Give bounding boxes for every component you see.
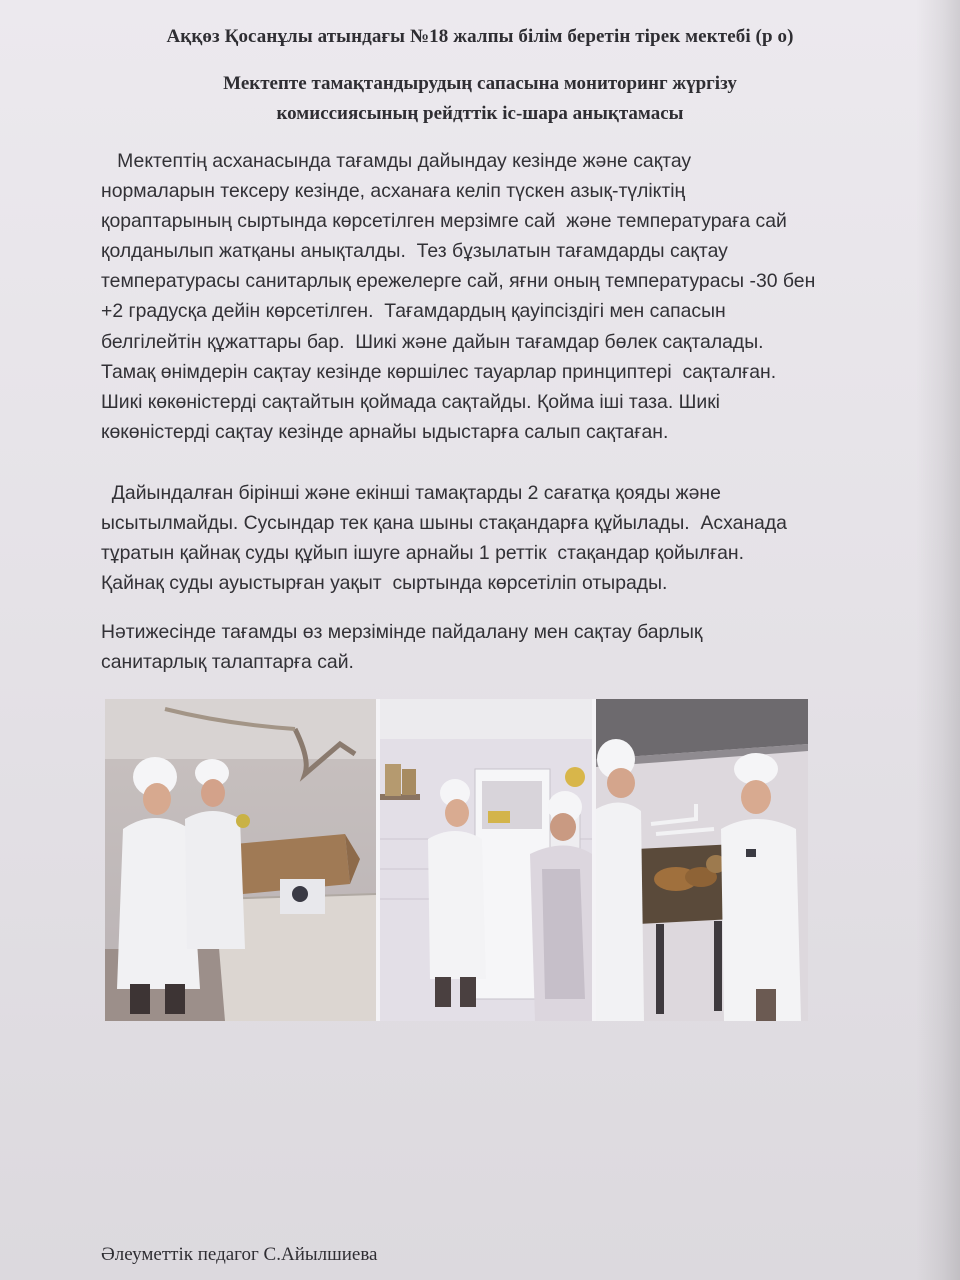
page-edge-shadow [916, 0, 960, 1280]
text-line: белгілейтін құжаттары бар. Шикі және дайын тағамдар бөлек сақталады. [101, 330, 764, 353]
text-line: Шикі көкөністерді сақтайтын қоймада сақтайды. Қойма іші таза. Шикі [101, 390, 720, 413]
text-line: тұратын қайнақ суды құйып ішуге арнайы 1 реттік стақандар қойылған. [101, 542, 745, 565]
text-line: қораптарының сыртында көрсетілген мерзімге сай және температураға сай [101, 210, 787, 233]
school-title: Аққөз Қосанұлы атындағы №18 жалпы білім беретін тірек мектебі (р о) [166, 26, 794, 47]
photo-storage-inspection [596, 699, 808, 1021]
paragraph-meals [101, 478, 921, 598]
text-line: қолданылып жатқаны анықталды. Тез бұзылатын тағамдарды сақтау [101, 240, 728, 263]
text-line: нормаларын тексеру кезінде, асханаға келіп түскен азық-түліктің [101, 180, 686, 203]
text-line: Мектептің асханасында тағамды дайындау кезінде және сақтау [101, 150, 692, 172]
photo-refrigerator-inspection [380, 699, 592, 1021]
text-line: Қайнақ суды ауыстырған уақыт сыртында көрсетіліп отырады. [101, 572, 668, 595]
text-line: +2 градусқа дейін көрсетілген. Тағамдардың қауіпсіздігі мен сапасын [101, 300, 726, 323]
photo-kitchen-box-inspection [105, 699, 376, 1021]
paragraph-inspection [101, 146, 921, 447]
text-line: ысытылмайды. Сусындар тек қана шыны стақандарға құйылады. Асханада [101, 512, 787, 535]
text-line: Нәтижесінде тағамды өз мерзімінде пайдалану мен сақтау барлық [101, 621, 703, 643]
report-title-line1: Мектепте тамақтандырудың сапасына мониторинг жүргізу [223, 73, 737, 94]
report-title-line2: комиссиясының рейдттік іс-шара анықтамасы [276, 103, 684, 124]
paragraph-conclusion [101, 617, 921, 677]
text-line: көкөністерді сақтау кезінде арнайы ыдыстарға салып сақтаған. [101, 420, 669, 443]
text-line: Тамақ өнімдерін сақтау кезінде көршілес тауарлар принциптері сақталған. [101, 360, 777, 383]
photo-collage [105, 699, 808, 1021]
text-line: Дайындалған бірінші және екінші тамақтарды 2 сағатқа қояды және [101, 482, 721, 504]
text-line: санитарлық талаптарға сай. [101, 651, 354, 674]
signature: Әлеуметтік педагог С.Айылшиева [101, 1244, 378, 1265]
text-line: температурасы санитарлық ережелерге сай, яғни оның температурасы -30 бен [101, 270, 816, 293]
